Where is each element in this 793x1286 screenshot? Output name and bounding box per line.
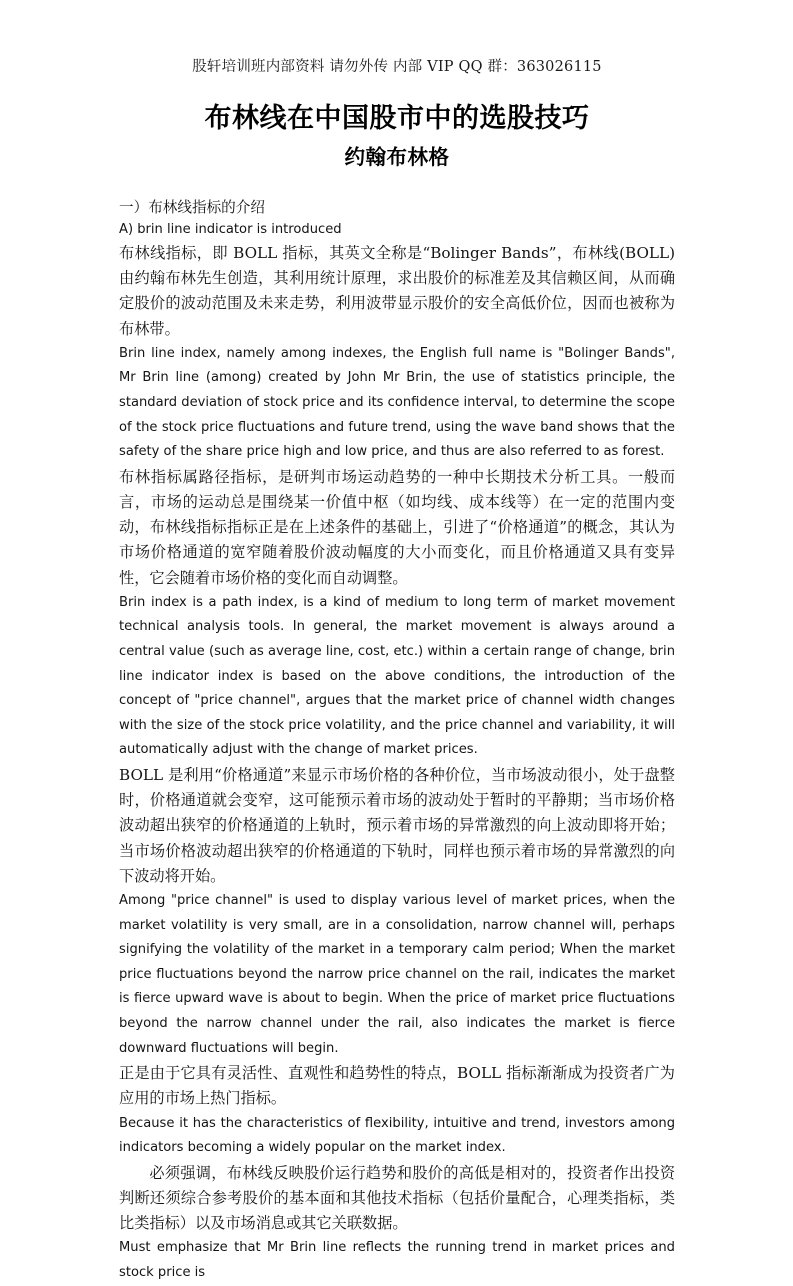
paragraph-english: Among "price channel" is used to display various level of market prices, when the market volatility is very small, are in a consolidation, narrow channel will, perhaps signifying the volatility of the market in a temporary calm period; When the market price fluctuations beyond the narrow price channel on the rail, indicates the market is fierce upward wave is about to begin. When the price of market price fluctuations beyond the narrow channel under the rail, also indicates the market is fierce downward fluctuations will begin. [119,892,675,1056]
paragraph-english: A) brin line indicator is introduced [119,222,342,237]
document-header-notice: 股轩培训班内部资料 请勿外传 内部 VIP QQ 群：363026115 [192,59,602,75]
page-content [119,56,675,1286]
paragraph-chinese: 一）布林线指标的介绍 [119,199,265,216]
paragraph-chinese: 必须强调，布林线反映股价运行趋势和股价的高低是相对的，投资者作出投资判断还须综合参考股价的基本面和其他技术指标（包括价量配合，心理类指标，类比类指标）以及市场消息或其它关联数据。 [119,1163,675,1233]
document-body [119,196,675,1286]
document-title: 布林线在中国股市中的选股技巧 [204,103,590,134]
paragraph-english: Because it has the characteristics of flexibility, intuitive and trend, investors among indicators becoming a widely popular on the market index. [119,1115,675,1156]
document-subtitle-author: 约翰布林格 [344,145,450,169]
paragraph-english: Brin index is a path index, is a kind of medium to long term of market movement technical analysis tools. In general, the market movement is always around a central value (such as average line, cost, etc.) within a certain range of change, brin line indicator index is based on the above conditions, the introduction of the concept of "price channel", argues that the market price of channel width changes with the size of the stock price volatility, and the price channel and variability, it will automatically adjust with the change of market prices. [119,594,675,758]
paragraph-chinese: BOLL 是利用“价格通道”来显示市场价格的各种价位，当市场波动很小，处于盘整时，价格通道就会变窄，这可能预示着市场的波动处于暂时的平静期；当市场价格波动超出狭窄的价格通道的上轨时，预示着市场的异常激烈的向上波动即将开始；当市场价格波动超出狭窄的价格通道的下轨时，同样也预示着市场的异常激烈的向下波动将开始。 [119,765,675,885]
paragraph-chinese: 布林线指标，即 BOLL 指标，其英文全称是“Bolinger Bands”，布林线(BOLL)由约翰布林先生创造，其利用统计原理，求出股价的标准差及其信赖区间，从而确定股价的波动范围及未来走势，利用波带显示股价的安全高低价位，因而也被称为布林带。 [119,244,675,338]
paragraph-english: Brin line index, namely among indexes, the English full name is "Bolinger Bands", Mr Brin line (among) created by John Mr Brin, the use of statistics principle, the standard deviation of stock price and its confidence interval, to determine the scope of the stock price fluctuations and future trend, using the wave band shows that the safety of the share price high and low price, and thus are also referred to as forest. [119,345,675,460]
paragraph-chinese: 正是由于它具有灵活性、直观性和趋势性的特点，BOLL 指标渐渐成为投资者广为应用的市场上热门指标。 [119,1064,675,1108]
paragraph-english: Must emphasize that Mr Brin line reflects the running trend in market prices and stock price is [119,1240,675,1280]
paragraph-chinese: 布林指标属路径指标，是研判市场运动趋势的一种中长期技术分析工具。一般而言，市场的运动总是围绕某一价值中枢（如均线、成本线等）在一定的范围内变动，布林线指标指标正是在上述条件的基础上，引进了“价格通道”的概念，其认为市场价格通道的宽窄随着股价波动幅度的大小而变化，而且价格通道又具有变异性，它会随着市场价格的变化而自动调整。 [119,467,675,587]
